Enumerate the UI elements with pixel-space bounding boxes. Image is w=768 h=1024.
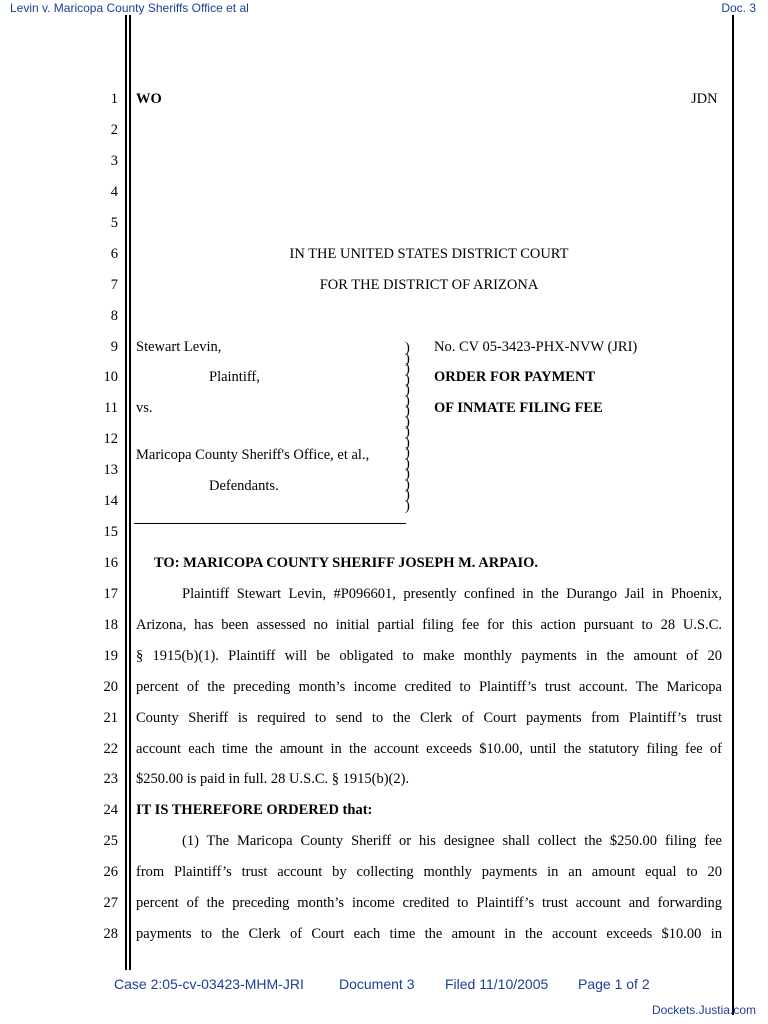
right-margin-rule	[732, 15, 734, 1015]
left-margin-rule-2	[129, 15, 131, 970]
line-number: 14	[103, 493, 118, 509]
line-number: 22	[103, 741, 118, 757]
line-number: 23	[103, 771, 118, 787]
wo-label: WO	[136, 91, 162, 107]
court-name: IN THE UNITED STATES DISTRICT COURT	[289, 246, 569, 262]
plaintiff-name: Stewart Levin,	[136, 339, 222, 355]
footer-page: Page 1 of 2	[578, 976, 650, 992]
line-number: 7	[110, 277, 118, 293]
order-title-line-2: OF INMATE FILING FEE	[434, 400, 603, 416]
line-number: 27	[103, 895, 118, 911]
line-number: 9	[110, 339, 118, 355]
court-district: FOR THE DISTRICT OF ARIZONA	[319, 277, 539, 293]
jdn-label: JDN	[691, 91, 718, 107]
paragraph-line: account each time the amount in the account exceeds $10.00, until the statutory filing fee of	[136, 741, 722, 757]
line-number: 4	[110, 184, 118, 200]
addressee-line: TO: MARICOPA COUNTY SHERIFF JOSEPH M. ARPAIO.	[154, 555, 538, 571]
line-number: 8	[110, 308, 118, 324]
ordered-heading: IT IS THEREFORE ORDERED that:	[136, 802, 373, 818]
paragraph-line: § 1915(b)(1). Plaintiff will be obligated to make monthly payments in the amount of 20	[136, 648, 722, 664]
line-number: 28	[103, 926, 118, 942]
line-number: 10	[103, 369, 118, 385]
defendant-name: Maricopa County Sheriff's Office, et al.,	[136, 447, 370, 463]
line-number: 12	[103, 431, 118, 447]
paragraph-line: Plaintiff Stewart Levin, #P096601, presently confined in the Durango Jail in Phoenix,	[182, 586, 722, 602]
paragraph-line: $250.00 is paid in full. 28 U.S.C. § 1915(b)(2).	[136, 771, 410, 787]
line-number: 16	[103, 555, 118, 571]
footer-case-number: Case 2:05-cv-03423-MHM-JRI	[114, 976, 304, 992]
line-number: 20	[103, 679, 118, 695]
plaintiff-role: Plaintiff,	[209, 369, 260, 385]
line-number: 26	[103, 864, 118, 880]
line-number: 15	[103, 524, 118, 540]
line-number: 24	[103, 802, 118, 818]
line-number: 21	[103, 710, 118, 726]
line-number: 17	[103, 586, 118, 602]
versus-label: vs.	[136, 400, 153, 416]
line-number: 11	[104, 400, 118, 416]
justia-link[interactable]: Dockets.Justia.com	[651, 1003, 756, 1017]
docket-title-link[interactable]: Levin v. Maricopa County Sheriffs Office et al	[10, 1, 249, 15]
footer-document: Document 3	[339, 976, 415, 992]
case-number: No. CV 05-3423-PHX-NVW (JRI)	[434, 339, 638, 355]
line-number: 18	[103, 617, 118, 633]
line-number: 5	[110, 215, 118, 231]
line-number: 6	[110, 246, 118, 262]
left-margin-rule-1	[125, 15, 127, 970]
doc-number-link[interactable]: Doc. 3	[721, 1, 756, 15]
line-number: 25	[103, 833, 118, 849]
line-number: 3	[110, 153, 118, 169]
paragraph-line: payments to the Clerk of Court each time the amount in the account exceeds $10.00 in	[136, 926, 722, 942]
paragraph-line: County Sheriff is required to send to the Clerk of Court payments from Plaintiff’s trust	[136, 710, 722, 726]
paragraph-line: (1) The Maricopa County Sheriff or his designee shall collect the $250.00 filing fee	[182, 833, 722, 849]
paragraph-line: percent of the preceding month’s income credited to Plaintiff’s trust account and forwarding	[136, 895, 722, 911]
paragraph-line: percent of the preceding month’s income credited to Plaintiff’s trust account. The Maricopa	[136, 679, 722, 695]
paragraph-line: from Plaintiff’s trust account by collecting monthly payments in an amount equal to 20	[136, 864, 722, 880]
defendant-role: Defendants.	[209, 478, 279, 494]
paragraph-line: Arizona, has been assessed no initial partial filing fee for this action pursuant to 28 U.S.C.	[136, 617, 722, 633]
caption-underline	[134, 523, 406, 524]
footer-filed-date: Filed 11/10/2005	[445, 976, 549, 992]
order-title-line-1: ORDER FOR PAYMENT	[434, 369, 596, 385]
line-number: 19	[103, 648, 118, 664]
line-number: 2	[110, 122, 118, 138]
line-number: 13	[103, 462, 118, 478]
caption-parentheses: ) ) ) ) ) ) ) ) ) ) ) ) ) ) ) )	[405, 340, 410, 514]
line-number: 1	[110, 91, 118, 107]
